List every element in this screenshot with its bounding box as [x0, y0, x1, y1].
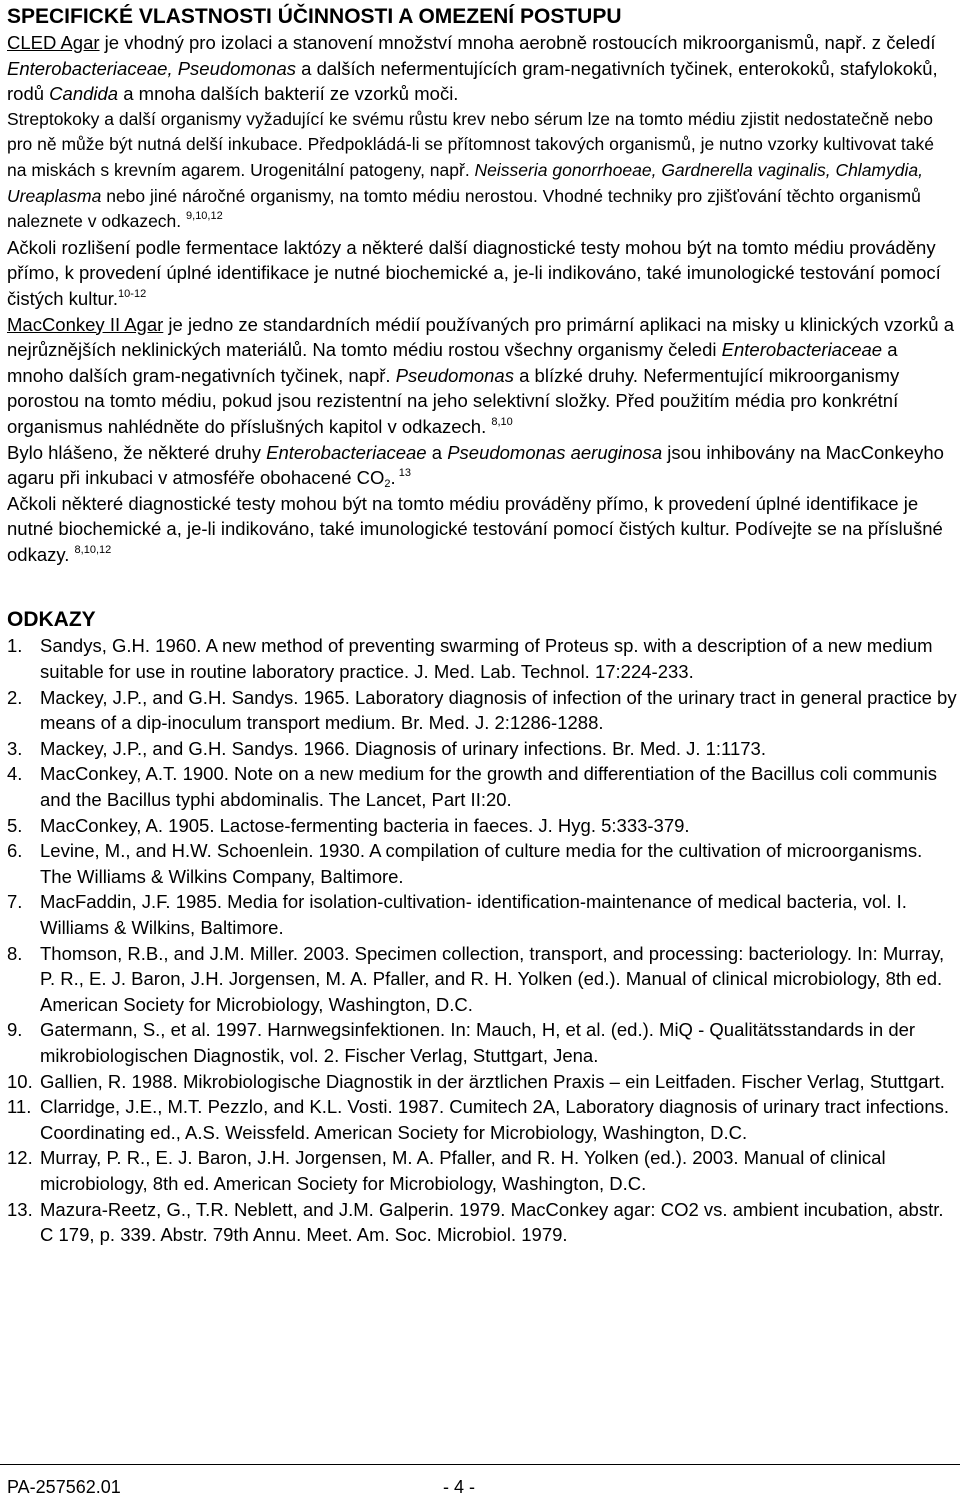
reference-text: Gatermann, S., et al. 1997. Harnwegsinfektionen. In: Mauch, H, et al. (ed.). MiQ - Qualitätsstandards in der mikrobiologischen Diagnostik, vol. 2. Fischer Verlag, Stuttgart, Jena.: [40, 1019, 916, 1066]
paragraph-cled: [7, 30, 957, 107]
reference-item: [7, 736, 957, 762]
reference-number: 11.: [7, 1096, 32, 1118]
reference-text: Mazura-Reetz, G., T.R. Neblett, and J.M. Galperin. 1979. MacConkey agar: CO2 vs. ambient incubation, abstr. C 179, p. 339. Abstr. 79th Annu. Meet. Am. Soc. Microbiol. 1979.: [40, 1198, 944, 1246]
reference-item: [7, 1145, 957, 1196]
p1-italic-2: Candida: [49, 83, 119, 105]
reference-item: [7, 761, 957, 812]
cled-agar-link[interactable]: CLED Agar: [7, 32, 100, 53]
section-heading: SPECIFICKÉ VLASTNOSTI ÚČINNOSTI A OMEZENÍ POSTUPU: [7, 5, 622, 28]
p1-italic-1: Enterobacteriaceae, Pseudomonas: [7, 57, 296, 79]
reference-number: 13.: [7, 1198, 33, 1220]
p4-italic-1: Enterobacteriaceae: [721, 339, 883, 361]
p5-text-3: jsou inhibovány na MacConkeyho agaru při inkubaci v atmosféře obohacené CO: [7, 441, 944, 489]
p5-text-1: Bylo hlášeno, že některé druhy: [7, 441, 267, 463]
reference-number: 12.: [7, 1147, 33, 1169]
paragraph-diagnostic: [7, 491, 957, 568]
reference-number: 7.: [7, 891, 23, 913]
reference-item: [7, 838, 957, 889]
p5-text-2: a: [426, 441, 448, 463]
reference-item: [7, 1094, 957, 1145]
macconkey-agar-link[interactable]: MacConkey II Agar: [7, 313, 164, 335]
reference-text: Clarridge, J.E., M.T. Pezzlo, and K.L. Vosti. 1987. Cumitech 2A, Laboratory diagnosis of urinary tract infections. Coordinating ed., A.S. Weissfeld. American Society for Microbiology, Washington, D.C.: [40, 1096, 949, 1143]
p2-text-2: nebo jiné náročné organismy, na tomto médiu nerostou. Vhodné techniky pro zjišťování těchto organismů naleznete v odkazech.: [7, 185, 921, 232]
p5-italic-1: Enterobacteriaceae: [266, 441, 427, 463]
document-code: PA-257562.01: [7, 1477, 121, 1497]
reference-number: 8.: [7, 942, 23, 964]
p2-italic-1: Neisseria gonorrhoeae, Gardnerella vaginalis, Chlamydia, Ureaplasma: [7, 159, 923, 206]
reference-text: Levine, M., and H.W. Schoenlein. 1930. A compilation of culture media for the cultivation of microorganisms. The Williams & Wilkins Company, Baltimore.: [40, 840, 923, 887]
p3-text-1: Ačkoli rozlišení podle fermentace laktózy a některé další diagnostické testy mohou být na tomto médiu prováděny přímo, k provedení úplné identifikace je nutné biochemické a, je-li indikováno, také imunologické testování pomocí čistých kultur.: [7, 236, 941, 309]
p1-text-3: a mnoha dalších bakterií ze vzorků moči.: [118, 83, 459, 105]
reference-item: [7, 1197, 957, 1248]
p5-text-4: .: [390, 467, 396, 489]
reference-text: Mackey, J.P., and G.H. Sandys. 1965. Laboratory diagnosis of infection of the urinary tract in general practice by means of a dip-inoculum transport medium. Br. Med. J. 2:1286-1288.: [40, 686, 957, 734]
reference-text: MacFaddin, J.F. 1985. Media for isolation-cultivation- identification-maintenance of medical bacteria, vol. I. Williams & Wilkins, Baltimore.: [40, 891, 907, 938]
p4-text-3: a blízké druhy. Nefermentující mikroorganismy porostou na tomto médiu, pokud jsou rezistentní na jeho selektivní složky. Před použitím média pro konkrétní organismus nahlédněte do příslušných kapitol v odkazech.: [7, 364, 900, 437]
p4-text-2: a mnoho dalších gram-negativních tyčinek, např.: [7, 339, 898, 386]
reference-text: Mackey, J.P., and G.H. Sandys. 1966. Diagnosis of urinary infections. Br. Med. J. 1:1173.: [40, 737, 766, 759]
reference-item: [7, 941, 957, 1018]
paragraph-co2: [7, 440, 957, 491]
reference-item: [7, 1017, 957, 1068]
reference-item: [7, 685, 957, 736]
p1-text-1: je vhodný pro izolaci a stanovení množství mnoha aerobně rostoucích mikroorganismů, např. z čeledí: [99, 32, 936, 53]
reference-number: 1.: [7, 635, 23, 657]
page-number: - 4 -: [443, 1477, 476, 1497]
references-heading: ODKAZY: [7, 608, 96, 632]
p2-text-1: Streptokoky a další organismy vyžadující ke svému růstu krev nebo sérum lze na tomto médiu zjistit nedostatečně nebo pro ně může být nutná delší inkubace. Předpokládá-li se přítomnost takových organismů, je nutno vzorky kultivovat také na miskách s krevním agarem. Urogenitální patogeny, např.: [7, 108, 935, 180]
paragraph-lactose: [7, 235, 957, 312]
reference-text: Murray, P. R., E. J. Baron, J.H. Jorgensen, M. A. Pfaller, and R. H. Yolken (ed.). 2003. Manual of clinical microbiology, 8th ed. American Society for Microbiology, Washington, D.C.: [40, 1147, 886, 1194]
reference-text: Thomson, R.B., and J.M. Miller. 2003. Specimen collection, transport, and processing: bacteriology. In: Murray, P. R., E. J. Baron, J.H. Jorgensen, M. A. Pfaller, and R. H. Yolken (ed.). Manual of clinical microbiology, 8th ed. American Society for Microbiology, Washington, D.C.: [40, 942, 945, 1015]
reference-item: [7, 813, 957, 839]
reference-item: [7, 633, 957, 684]
p5-subscript: 2: [384, 478, 391, 491]
p5-italic-2: Pseudomonas aeruginosa: [447, 441, 663, 463]
reference-number: 5.: [7, 814, 23, 836]
reference-item: [7, 889, 957, 940]
p2-citation: 9,10,12: [186, 210, 223, 223]
reference-text: Gallien, R. 1988. Mikrobiologische Diagnostik in der ärztlichen Praxis – ein Leitfaden. Fischer Verlag, Stuttgart.: [40, 1070, 945, 1092]
p4-citation: 8,10: [491, 415, 513, 428]
p4-text-1: je jedno ze standardních médií používaných pro primární aplikaci na misky u klinických vzorků a nejrůznějších neklinických materiálů. Na tomto médiu rostou všechny organismy čeledi: [7, 313, 955, 361]
paragraph-macconkey: [7, 312, 957, 440]
p3-citation: 10-12: [118, 287, 147, 300]
page-footer: [0, 1464, 960, 1501]
reference-number: 6.: [7, 840, 23, 862]
reference-list: [7, 633, 957, 1247]
p6-text-1: Ačkoli některé diagnostické testy mohou být na tomto médiu prováděny přímo, k provedení úplné identifikace je nutné biochemické a, je-li indikováno, také imunologické testování pomocí čistých kultur. Podívejte se na příslušné odkazy.: [7, 492, 943, 565]
reference-number: 2.: [7, 686, 23, 708]
reference-number: 4.: [7, 763, 23, 785]
reference-item: [7, 1069, 957, 1095]
reference-text: MacConkey, A.T. 1900. Note on a new medium for the growth and differentiation of the Bacillus coli communis and the Bacillus typhi abdominalis. The Lancet, Part II:20.: [40, 763, 938, 811]
p5-citation: 13: [395, 467, 411, 480]
p6-citation: 8,10,12: [74, 543, 112, 556]
reference-text: Sandys, G.H. 1960. A new method of preventing swarming of Proteus sp. with a description of a new medium suitable for use in routine laboratory practice. J. Med. Lab. Technol. 17:224-233.: [40, 635, 933, 683]
reference-number: 3.: [7, 737, 23, 759]
p4-italic-2: Pseudomonas: [395, 364, 514, 386]
reference-number: 10.: [7, 1070, 33, 1092]
p1-text-2: a dalších nefermentujících gram-negativních tyčinek, enterokoků, stafylokoků, rodů: [7, 57, 938, 105]
paragraph-streptococci: [7, 107, 957, 235]
document-page: [7, 0, 957, 1248]
reference-text: MacConkey, A. 1905. Lactose-fermenting bacteria in faeces. J. Hyg. 5:333-379.: [40, 814, 690, 836]
reference-number: 9.: [7, 1019, 23, 1041]
